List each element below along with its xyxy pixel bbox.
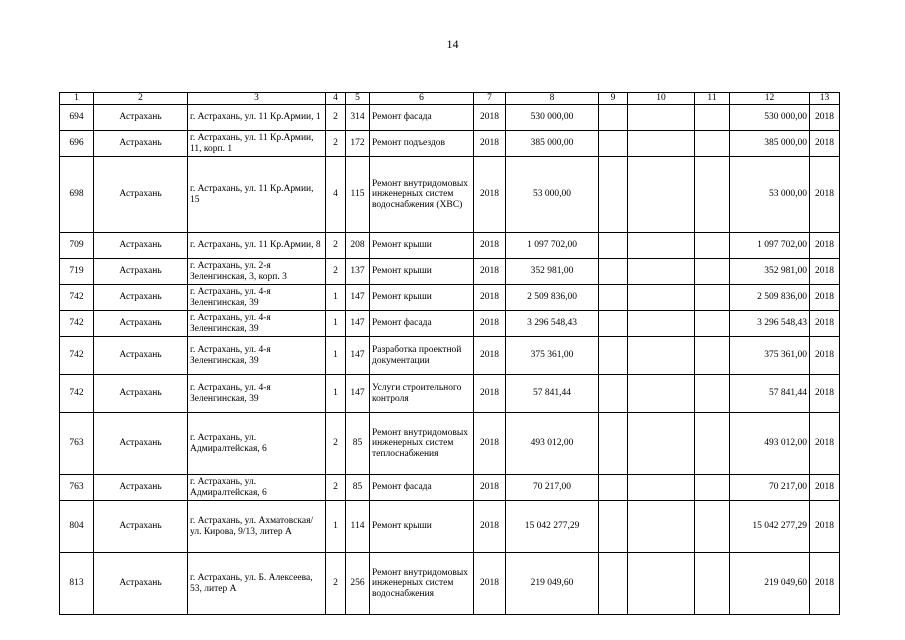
column-number-12: 12 xyxy=(730,93,810,105)
year-cell: 2018 xyxy=(474,233,506,259)
address-cell: г. Астрахань, ул. Адмиралтейская, 6 xyxy=(188,413,326,475)
value-5-cell: 115 xyxy=(346,157,370,233)
floors-cell: 2 xyxy=(326,131,346,157)
total-cost-cell: 219 049,60 xyxy=(506,553,599,615)
completion-year-cell: 2018 xyxy=(810,475,840,501)
municipality-cell: Астрахань xyxy=(94,259,188,285)
table-row xyxy=(60,311,840,337)
value-5-cell: 256 xyxy=(346,553,370,615)
row-number-cell: 742 xyxy=(60,285,94,311)
total-cost-cell: 385 000,00 xyxy=(506,131,599,157)
municipality-cell: Астрахань xyxy=(94,157,188,233)
row-number-cell: 804 xyxy=(60,501,94,553)
total-cost-cell: 3 296 548,43 xyxy=(506,311,599,337)
value-11-cell xyxy=(695,131,730,157)
year-cell: 2018 xyxy=(474,311,506,337)
floors-cell: 2 xyxy=(326,259,346,285)
work-type-cell: Разработка проектной документации xyxy=(370,337,474,375)
value-5-cell: 147 xyxy=(346,285,370,311)
value-9-cell xyxy=(599,105,628,131)
floors-cell: 2 xyxy=(326,475,346,501)
municipality-cell: Астрахань xyxy=(94,285,188,311)
table-row xyxy=(60,501,840,553)
value-9-cell xyxy=(599,413,628,475)
fund-cost-cell: 385 000,00 xyxy=(730,131,810,157)
table-row xyxy=(60,157,840,233)
floors-cell: 2 xyxy=(326,413,346,475)
value-9-cell xyxy=(599,259,628,285)
table-row xyxy=(60,413,840,475)
municipality-cell: Астрахань xyxy=(94,501,188,553)
column-number-8: 8 xyxy=(506,93,599,105)
fund-cost-cell: 70 217,00 xyxy=(730,475,810,501)
value-5-cell: 208 xyxy=(346,233,370,259)
row-number-cell: 763 xyxy=(60,413,94,475)
column-number-row xyxy=(60,93,840,105)
address-cell: г. Астрахань, ул. 4-я Зеленгинская, 39 xyxy=(188,337,326,375)
work-type-cell: Ремонт крыши xyxy=(370,233,474,259)
municipality-cell: Астрахань xyxy=(94,131,188,157)
row-number-cell: 763 xyxy=(60,475,94,501)
work-type-cell: Ремонт фасада xyxy=(370,311,474,337)
total-cost-cell: 352 981,00 xyxy=(506,259,599,285)
value-9-cell xyxy=(599,501,628,553)
value-10-cell xyxy=(628,337,695,375)
value-10-cell xyxy=(628,501,695,553)
address-cell: г. Астрахань, ул. 11 Кр.Армии, 11, корп. 1 xyxy=(188,131,326,157)
value-5-cell: 172 xyxy=(346,131,370,157)
value-5-cell: 85 xyxy=(346,475,370,501)
year-cell: 2018 xyxy=(474,157,506,233)
address-cell: г. Астрахань, ул. 4-я Зеленгинская, 39 xyxy=(188,311,326,337)
completion-year-cell: 2018 xyxy=(810,157,840,233)
total-cost-cell: 375 361,00 xyxy=(506,337,599,375)
value-10-cell xyxy=(628,259,695,285)
table-row xyxy=(60,233,840,259)
value-11-cell xyxy=(695,157,730,233)
work-type-cell: Ремонт внутридомовых инженерных систем теплоснабжения xyxy=(370,413,474,475)
municipality-cell: Астрахань xyxy=(94,413,188,475)
address-cell: г. Астрахань, ул. 11 Кр.Армии, 8 xyxy=(188,233,326,259)
column-number-7: 7 xyxy=(474,93,506,105)
row-number-cell: 696 xyxy=(60,131,94,157)
column-number-13: 13 xyxy=(810,93,840,105)
table-body xyxy=(60,93,840,615)
value-5-cell: 114 xyxy=(346,501,370,553)
row-number-cell: 719 xyxy=(60,259,94,285)
value-5-cell: 147 xyxy=(346,337,370,375)
value-11-cell xyxy=(695,233,730,259)
value-9-cell xyxy=(599,375,628,413)
column-number-5: 5 xyxy=(346,93,370,105)
value-10-cell xyxy=(628,475,695,501)
municipality-cell: Астрахань xyxy=(94,475,188,501)
page-number: 14 xyxy=(446,37,459,51)
value-11-cell xyxy=(695,413,730,475)
value-11-cell xyxy=(695,375,730,413)
value-11-cell xyxy=(695,501,730,553)
floors-cell: 1 xyxy=(326,501,346,553)
value-11-cell xyxy=(695,259,730,285)
fund-cost-cell: 2 509 836,00 xyxy=(730,285,810,311)
fund-cost-cell: 3 296 548,43 xyxy=(730,311,810,337)
completion-year-cell: 2018 xyxy=(810,233,840,259)
year-cell: 2018 xyxy=(474,105,506,131)
floors-cell: 1 xyxy=(326,311,346,337)
year-cell: 2018 xyxy=(474,285,506,311)
completion-year-cell: 2018 xyxy=(810,259,840,285)
column-number-11: 11 xyxy=(695,93,730,105)
value-9-cell xyxy=(599,311,628,337)
value-5-cell: 314 xyxy=(346,105,370,131)
work-type-cell: Ремонт крыши xyxy=(370,501,474,553)
value-10-cell xyxy=(628,105,695,131)
work-type-cell: Ремонт фасада xyxy=(370,475,474,501)
row-number-cell: 813 xyxy=(60,553,94,615)
floors-cell: 1 xyxy=(326,375,346,413)
address-cell: г. Астрахань, ул. 4-я Зеленгинская, 39 xyxy=(188,285,326,311)
fund-cost-cell: 352 981,00 xyxy=(730,259,810,285)
value-10-cell xyxy=(628,375,695,413)
table-row xyxy=(60,553,840,615)
work-type-cell: Ремонт фасада xyxy=(370,105,474,131)
address-cell: г. Астрахань, ул. 11 Кр.Армии, 1 xyxy=(188,105,326,131)
completion-year-cell: 2018 xyxy=(810,337,840,375)
value-9-cell xyxy=(599,157,628,233)
completion-year-cell: 2018 xyxy=(810,501,840,553)
completion-year-cell: 2018 xyxy=(810,131,840,157)
work-type-cell: Услуги строительного контроля xyxy=(370,375,474,413)
year-cell: 2018 xyxy=(474,501,506,553)
completion-year-cell: 2018 xyxy=(810,375,840,413)
total-cost-cell: 15 042 277,29 xyxy=(506,501,599,553)
fund-cost-cell: 375 361,00 xyxy=(730,337,810,375)
row-number-cell: 698 xyxy=(60,157,94,233)
value-11-cell xyxy=(695,311,730,337)
total-cost-cell: 57 841,44 xyxy=(506,375,599,413)
work-type-cell: Ремонт внутридомовых инженерных систем водоснабжения (ХВС) xyxy=(370,157,474,233)
fund-cost-cell: 530 000,00 xyxy=(730,105,810,131)
work-type-cell: Ремонт подъездов xyxy=(370,131,474,157)
value-11-cell xyxy=(695,337,730,375)
value-10-cell xyxy=(628,157,695,233)
row-number-cell: 694 xyxy=(60,105,94,131)
municipality-cell: Астрахань xyxy=(94,375,188,413)
floors-cell: 2 xyxy=(326,105,346,131)
table-row xyxy=(60,105,840,131)
year-cell: 2018 xyxy=(474,131,506,157)
row-number-cell: 742 xyxy=(60,337,94,375)
value-10-cell xyxy=(628,131,695,157)
municipality-cell: Астрахань xyxy=(94,553,188,615)
address-cell: г. Астрахань, ул. Адмиралтейская, 6 xyxy=(188,475,326,501)
table-row xyxy=(60,285,840,311)
year-cell: 2018 xyxy=(474,413,506,475)
fund-cost-cell: 493 012,00 xyxy=(730,413,810,475)
value-5-cell: 147 xyxy=(346,375,370,413)
value-10-cell xyxy=(628,553,695,615)
total-cost-cell: 1 097 702,00 xyxy=(506,233,599,259)
value-9-cell xyxy=(599,233,628,259)
table-row xyxy=(60,337,840,375)
value-11-cell xyxy=(695,475,730,501)
fund-cost-cell: 219 049,60 xyxy=(730,553,810,615)
total-cost-cell: 493 012,00 xyxy=(506,413,599,475)
floors-cell: 4 xyxy=(326,157,346,233)
work-type-cell: Ремонт крыши xyxy=(370,259,474,285)
column-number-3: 3 xyxy=(188,93,326,105)
table-row xyxy=(60,375,840,413)
address-cell: г. Астрахань, ул. 4-я Зеленгинская, 39 xyxy=(188,375,326,413)
value-10-cell xyxy=(628,413,695,475)
fund-cost-cell: 15 042 277,29 xyxy=(730,501,810,553)
address-cell: г. Астрахань, ул. 11 Кр.Армии, 15 xyxy=(188,157,326,233)
completion-year-cell: 2018 xyxy=(810,413,840,475)
municipality-cell: Астрахань xyxy=(94,233,188,259)
work-type-cell: Ремонт крыши xyxy=(370,285,474,311)
table-row xyxy=(60,131,840,157)
value-11-cell xyxy=(695,285,730,311)
floors-cell: 2 xyxy=(326,553,346,615)
total-cost-cell: 53 000,00 xyxy=(506,157,599,233)
value-10-cell xyxy=(628,285,695,311)
row-number-cell: 742 xyxy=(60,375,94,413)
total-cost-cell: 530 000,00 xyxy=(506,105,599,131)
completion-year-cell: 2018 xyxy=(810,311,840,337)
value-5-cell: 137 xyxy=(346,259,370,285)
floors-cell: 1 xyxy=(326,337,346,375)
address-cell: г. Астрахань, ул. 2-я Зеленгинская, 3, корп. 3 xyxy=(188,259,326,285)
year-cell: 2018 xyxy=(474,259,506,285)
municipality-cell: Астрахань xyxy=(94,337,188,375)
value-9-cell xyxy=(599,285,628,311)
year-cell: 2018 xyxy=(474,337,506,375)
year-cell: 2018 xyxy=(474,375,506,413)
address-cell: г. Астрахань, ул. Ахматовская/ ул. Кирова, 9/13, литер А xyxy=(188,501,326,553)
value-9-cell xyxy=(599,475,628,501)
completion-year-cell: 2018 xyxy=(810,285,840,311)
municipality-cell: Астрахань xyxy=(94,311,188,337)
total-cost-cell: 70 217,00 xyxy=(506,475,599,501)
column-number-6: 6 xyxy=(370,93,474,105)
column-number-10: 10 xyxy=(628,93,695,105)
row-number-cell: 709 xyxy=(60,233,94,259)
value-5-cell: 147 xyxy=(346,311,370,337)
fund-cost-cell: 1 097 702,00 xyxy=(730,233,810,259)
completion-year-cell: 2018 xyxy=(810,553,840,615)
year-cell: 2018 xyxy=(474,475,506,501)
year-cell: 2018 xyxy=(474,553,506,615)
value-11-cell xyxy=(695,105,730,131)
address-cell: г. Астрахань, ул. Б. Алексеева, 53, литер А xyxy=(188,553,326,615)
row-number-cell: 742 xyxy=(60,311,94,337)
value-9-cell xyxy=(599,337,628,375)
value-10-cell xyxy=(628,233,695,259)
table-row xyxy=(60,475,840,501)
value-10-cell xyxy=(628,311,695,337)
table-row xyxy=(60,259,840,285)
column-number-4: 4 xyxy=(326,93,346,105)
value-9-cell xyxy=(599,131,628,157)
value-5-cell: 85 xyxy=(346,413,370,475)
column-number-9: 9 xyxy=(599,93,628,105)
column-number-2: 2 xyxy=(94,93,188,105)
floors-cell: 2 xyxy=(326,233,346,259)
fund-cost-cell: 53 000,00 xyxy=(730,157,810,233)
completion-year-cell: 2018 xyxy=(810,105,840,131)
work-type-cell: Ремонт внутридомовых инженерных систем водоснабжения xyxy=(370,553,474,615)
value-9-cell xyxy=(599,553,628,615)
repair-program-table xyxy=(59,92,840,615)
fund-cost-cell: 57 841,44 xyxy=(730,375,810,413)
total-cost-cell: 2 509 836,00 xyxy=(506,285,599,311)
column-number-1: 1 xyxy=(60,93,94,105)
municipality-cell: Астрахань xyxy=(94,105,188,131)
floors-cell: 1 xyxy=(326,285,346,311)
value-11-cell xyxy=(695,553,730,615)
